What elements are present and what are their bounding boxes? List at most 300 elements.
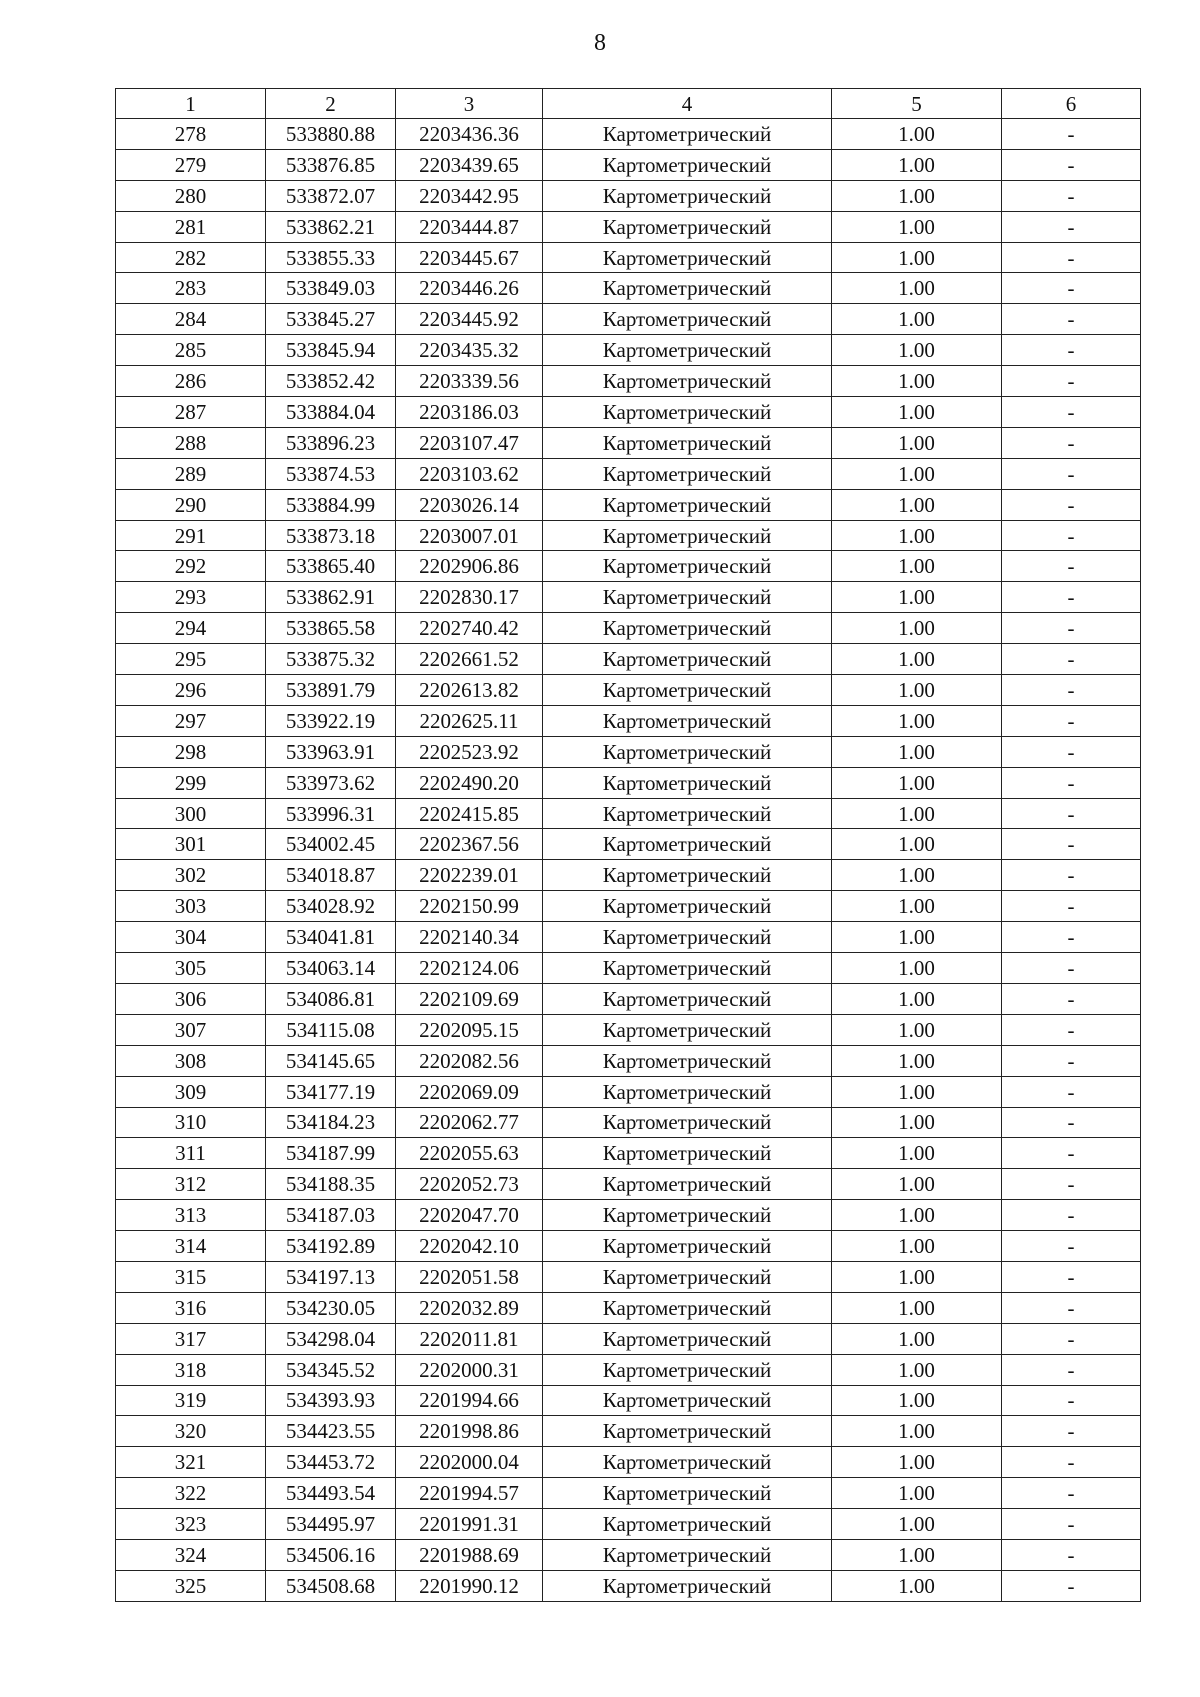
table-row	[116, 891, 1141, 922]
y-coordinate-cell: 2202367.56	[396, 829, 543, 860]
table-row	[116, 1539, 1141, 1570]
table-row	[116, 1231, 1141, 1262]
description-cell: -	[1002, 705, 1141, 736]
point-number-cell: 282	[116, 242, 266, 273]
x-coordinate-cell: 534506.16	[266, 1539, 396, 1570]
method-cell: Картометрический	[543, 335, 832, 366]
accuracy-cell: 1.00	[832, 366, 1002, 397]
table-row	[116, 273, 1141, 304]
accuracy-cell: 1.00	[832, 1509, 1002, 1540]
description-cell: -	[1002, 1014, 1141, 1045]
column-header-3: 3	[396, 89, 543, 119]
accuracy-cell: 1.00	[832, 798, 1002, 829]
point-number-cell: 307	[116, 1014, 266, 1045]
x-coordinate-cell: 534298.04	[266, 1323, 396, 1354]
accuracy-cell: 1.00	[832, 922, 1002, 953]
method-cell: Картометрический	[543, 397, 832, 428]
accuracy-cell: 1.00	[832, 1447, 1002, 1478]
method-cell: Картометрический	[543, 736, 832, 767]
method-cell: Картометрический	[543, 1478, 832, 1509]
y-coordinate-cell: 2203446.26	[396, 273, 543, 304]
y-coordinate-cell: 2203444.87	[396, 211, 543, 242]
table-row	[116, 1478, 1141, 1509]
x-coordinate-cell: 533875.32	[266, 644, 396, 675]
table-row	[116, 675, 1141, 706]
method-cell: Картометрический	[543, 1231, 832, 1262]
point-number-cell: 322	[116, 1478, 266, 1509]
description-cell: -	[1002, 1292, 1141, 1323]
x-coordinate-cell: 533891.79	[266, 675, 396, 706]
accuracy-cell: 1.00	[832, 1354, 1002, 1385]
point-number-cell: 323	[116, 1509, 266, 1540]
description-cell: -	[1002, 1478, 1141, 1509]
point-number-cell: 306	[116, 983, 266, 1014]
description-cell: -	[1002, 953, 1141, 984]
description-cell: -	[1002, 180, 1141, 211]
accuracy-cell: 1.00	[832, 397, 1002, 428]
method-cell: Картометрический	[543, 1323, 832, 1354]
accuracy-cell: 1.00	[832, 180, 1002, 211]
accuracy-cell: 1.00	[832, 1539, 1002, 1570]
method-cell: Картометрический	[543, 1509, 832, 1540]
method-cell: Картометрический	[543, 953, 832, 984]
point-number-cell: 297	[116, 705, 266, 736]
description-cell: -	[1002, 1200, 1141, 1231]
column-header-6: 6	[1002, 89, 1141, 119]
x-coordinate-cell: 534184.23	[266, 1107, 396, 1138]
table-row	[116, 798, 1141, 829]
table-header-row	[116, 89, 1141, 119]
x-coordinate-cell: 534230.05	[266, 1292, 396, 1323]
point-number-cell: 303	[116, 891, 266, 922]
point-number-cell: 309	[116, 1076, 266, 1107]
x-coordinate-cell: 533880.88	[266, 119, 396, 150]
point-number-cell: 301	[116, 829, 266, 860]
description-cell: -	[1002, 1570, 1141, 1601]
table-row	[116, 335, 1141, 366]
y-coordinate-cell: 2203103.62	[396, 458, 543, 489]
description-cell: -	[1002, 860, 1141, 891]
y-coordinate-cell: 2202095.15	[396, 1014, 543, 1045]
point-number-cell: 304	[116, 922, 266, 953]
x-coordinate-cell: 533884.04	[266, 397, 396, 428]
x-coordinate-cell: 534493.54	[266, 1478, 396, 1509]
point-number-cell: 286	[116, 366, 266, 397]
accuracy-cell: 1.00	[832, 1107, 1002, 1138]
x-coordinate-cell: 534018.87	[266, 860, 396, 891]
point-number-cell: 308	[116, 1045, 266, 1076]
method-cell: Картометрический	[543, 180, 832, 211]
table-row	[116, 242, 1141, 273]
accuracy-cell: 1.00	[832, 1014, 1002, 1045]
point-number-cell: 320	[116, 1416, 266, 1447]
table-row	[116, 1323, 1141, 1354]
y-coordinate-cell: 2202011.81	[396, 1323, 543, 1354]
x-coordinate-cell: 534115.08	[266, 1014, 396, 1045]
x-coordinate-cell: 533973.62	[266, 767, 396, 798]
point-number-cell: 284	[116, 304, 266, 335]
method-cell: Картометрический	[543, 1416, 832, 1447]
table-row	[116, 1014, 1141, 1045]
point-number-cell: 280	[116, 180, 266, 211]
description-cell: -	[1002, 273, 1141, 304]
accuracy-cell: 1.00	[832, 983, 1002, 1014]
table-row	[116, 520, 1141, 551]
y-coordinate-cell: 2203026.14	[396, 489, 543, 520]
accuracy-cell: 1.00	[832, 1076, 1002, 1107]
point-number-cell: 293	[116, 582, 266, 613]
description-cell: -	[1002, 458, 1141, 489]
table-row	[116, 366, 1141, 397]
method-cell: Картометрический	[543, 983, 832, 1014]
y-coordinate-cell: 2202490.20	[396, 767, 543, 798]
x-coordinate-cell: 533963.91	[266, 736, 396, 767]
table-row	[116, 1354, 1141, 1385]
point-number-cell: 296	[116, 675, 266, 706]
x-coordinate-cell: 534495.97	[266, 1509, 396, 1540]
x-coordinate-cell: 533855.33	[266, 242, 396, 273]
table-row	[116, 1292, 1141, 1323]
method-cell: Картометрический	[543, 149, 832, 180]
table-row	[116, 983, 1141, 1014]
x-coordinate-cell: 534086.81	[266, 983, 396, 1014]
accuracy-cell: 1.00	[832, 489, 1002, 520]
x-coordinate-cell: 533862.21	[266, 211, 396, 242]
accuracy-cell: 1.00	[832, 860, 1002, 891]
y-coordinate-cell: 2202415.85	[396, 798, 543, 829]
y-coordinate-cell: 2203186.03	[396, 397, 543, 428]
accuracy-cell: 1.00	[832, 1045, 1002, 1076]
method-cell: Картометрический	[543, 922, 832, 953]
x-coordinate-cell: 534187.03	[266, 1200, 396, 1231]
accuracy-cell: 1.00	[832, 1261, 1002, 1292]
accuracy-cell: 1.00	[832, 335, 1002, 366]
y-coordinate-cell: 2202032.89	[396, 1292, 543, 1323]
point-number-cell: 305	[116, 953, 266, 984]
description-cell: -	[1002, 335, 1141, 366]
table-row	[116, 397, 1141, 428]
accuracy-cell: 1.00	[832, 1416, 1002, 1447]
y-coordinate-cell: 2201994.66	[396, 1385, 543, 1416]
table-row	[116, 1045, 1141, 1076]
accuracy-cell: 1.00	[832, 891, 1002, 922]
x-coordinate-cell: 533896.23	[266, 427, 396, 458]
point-number-cell: 288	[116, 427, 266, 458]
table-row	[116, 953, 1141, 984]
y-coordinate-cell: 2203445.92	[396, 304, 543, 335]
y-coordinate-cell: 2202082.56	[396, 1045, 543, 1076]
point-number-cell: 287	[116, 397, 266, 428]
y-coordinate-cell: 2202062.77	[396, 1107, 543, 1138]
table-row	[116, 1509, 1141, 1540]
y-coordinate-cell: 2203339.56	[396, 366, 543, 397]
description-cell: -	[1002, 1385, 1141, 1416]
y-coordinate-cell: 2202000.04	[396, 1447, 543, 1478]
y-coordinate-cell: 2202042.10	[396, 1231, 543, 1262]
table-row	[116, 1261, 1141, 1292]
method-cell: Картометрический	[543, 767, 832, 798]
description-cell: -	[1002, 242, 1141, 273]
x-coordinate-cell: 533845.27	[266, 304, 396, 335]
point-number-cell: 292	[116, 551, 266, 582]
x-coordinate-cell: 533865.40	[266, 551, 396, 582]
point-number-cell: 289	[116, 458, 266, 489]
y-coordinate-cell: 2203107.47	[396, 427, 543, 458]
table-row	[116, 1447, 1141, 1478]
accuracy-cell: 1.00	[832, 705, 1002, 736]
table-row	[116, 860, 1141, 891]
accuracy-cell: 1.00	[832, 1478, 1002, 1509]
accuracy-cell: 1.00	[832, 119, 1002, 150]
description-cell: -	[1002, 1169, 1141, 1200]
y-coordinate-cell: 2203439.65	[396, 149, 543, 180]
method-cell: Картометрический	[543, 829, 832, 860]
y-coordinate-cell: 2202055.63	[396, 1138, 543, 1169]
y-coordinate-cell: 2202830.17	[396, 582, 543, 613]
x-coordinate-cell: 533862.91	[266, 582, 396, 613]
table-row	[116, 705, 1141, 736]
method-cell: Картометрический	[543, 1539, 832, 1570]
accuracy-cell: 1.00	[832, 304, 1002, 335]
y-coordinate-cell: 2202124.06	[396, 953, 543, 984]
point-number-cell: 291	[116, 520, 266, 551]
method-cell: Картометрический	[543, 582, 832, 613]
x-coordinate-cell: 534188.35	[266, 1169, 396, 1200]
point-number-cell: 313	[116, 1200, 266, 1231]
point-number-cell: 302	[116, 860, 266, 891]
method-cell: Картометрический	[543, 520, 832, 551]
accuracy-cell: 1.00	[832, 1323, 1002, 1354]
method-cell: Картометрический	[543, 273, 832, 304]
point-number-cell: 298	[116, 736, 266, 767]
description-cell: -	[1002, 149, 1141, 180]
y-coordinate-cell: 2202140.34	[396, 922, 543, 953]
x-coordinate-cell: 534197.13	[266, 1261, 396, 1292]
description-cell: -	[1002, 891, 1141, 922]
method-cell: Картометрический	[543, 551, 832, 582]
y-coordinate-cell: 2202239.01	[396, 860, 543, 891]
method-cell: Картометрический	[543, 489, 832, 520]
description-cell: -	[1002, 922, 1141, 953]
column-header-5: 5	[832, 89, 1002, 119]
description-cell: -	[1002, 1354, 1141, 1385]
x-coordinate-cell: 534063.14	[266, 953, 396, 984]
page-number: 8	[594, 30, 606, 56]
y-coordinate-cell: 2202906.86	[396, 551, 543, 582]
point-number-cell: 319	[116, 1385, 266, 1416]
method-cell: Картометрический	[543, 1292, 832, 1323]
accuracy-cell: 1.00	[832, 211, 1002, 242]
table-row	[116, 1107, 1141, 1138]
y-coordinate-cell: 2202740.42	[396, 613, 543, 644]
x-coordinate-cell: 534508.68	[266, 1570, 396, 1601]
description-cell: -	[1002, 1261, 1141, 1292]
x-coordinate-cell: 533845.94	[266, 335, 396, 366]
accuracy-cell: 1.00	[832, 1570, 1002, 1601]
description-cell: -	[1002, 1076, 1141, 1107]
description-cell: -	[1002, 427, 1141, 458]
accuracy-cell: 1.00	[832, 644, 1002, 675]
table-row	[116, 427, 1141, 458]
method-cell: Картометрический	[543, 304, 832, 335]
accuracy-cell: 1.00	[832, 242, 1002, 273]
x-coordinate-cell: 534041.81	[266, 922, 396, 953]
description-cell: -	[1002, 1539, 1141, 1570]
table-row	[116, 613, 1141, 644]
table-row	[116, 180, 1141, 211]
table-row	[116, 644, 1141, 675]
column-header-2: 2	[266, 89, 396, 119]
point-number-cell: 278	[116, 119, 266, 150]
x-coordinate-cell: 534187.99	[266, 1138, 396, 1169]
y-coordinate-cell: 2202661.52	[396, 644, 543, 675]
point-number-cell: 285	[116, 335, 266, 366]
x-coordinate-cell: 534393.93	[266, 1385, 396, 1416]
method-cell: Картометрический	[543, 119, 832, 150]
accuracy-cell: 1.00	[832, 1231, 1002, 1262]
y-coordinate-cell: 2203435.32	[396, 335, 543, 366]
x-coordinate-cell: 534145.65	[266, 1045, 396, 1076]
description-cell: -	[1002, 304, 1141, 335]
method-cell: Картометрический	[543, 705, 832, 736]
point-number-cell: 312	[116, 1169, 266, 1200]
point-number-cell: 311	[116, 1138, 266, 1169]
description-cell: -	[1002, 1323, 1141, 1354]
column-header-1: 1	[116, 89, 266, 119]
y-coordinate-cell: 2202613.82	[396, 675, 543, 706]
y-coordinate-cell: 2203442.95	[396, 180, 543, 211]
description-cell: -	[1002, 1231, 1141, 1262]
y-coordinate-cell: 2202047.70	[396, 1200, 543, 1231]
method-cell: Картометрический	[543, 1045, 832, 1076]
table-row	[116, 1385, 1141, 1416]
table-row	[116, 1200, 1141, 1231]
method-cell: Картометрический	[543, 1354, 832, 1385]
description-cell: -	[1002, 520, 1141, 551]
description-cell: -	[1002, 644, 1141, 675]
x-coordinate-cell: 533852.42	[266, 366, 396, 397]
table-row	[116, 1416, 1141, 1447]
point-number-cell: 294	[116, 613, 266, 644]
accuracy-cell: 1.00	[832, 458, 1002, 489]
table-row	[116, 211, 1141, 242]
description-cell: -	[1002, 1045, 1141, 1076]
accuracy-cell: 1.00	[832, 1138, 1002, 1169]
method-cell: Картометрический	[543, 1107, 832, 1138]
y-coordinate-cell: 2202069.09	[396, 1076, 543, 1107]
table-row	[116, 922, 1141, 953]
x-coordinate-cell: 534002.45	[266, 829, 396, 860]
accuracy-cell: 1.00	[832, 1200, 1002, 1231]
accuracy-cell: 1.00	[832, 736, 1002, 767]
description-cell: -	[1002, 675, 1141, 706]
table-row	[116, 458, 1141, 489]
table-body	[116, 119, 1141, 1602]
x-coordinate-cell: 534423.55	[266, 1416, 396, 1447]
accuracy-cell: 1.00	[832, 551, 1002, 582]
point-number-cell: 317	[116, 1323, 266, 1354]
accuracy-cell: 1.00	[832, 829, 1002, 860]
description-cell: -	[1002, 983, 1141, 1014]
method-cell: Картометрический	[543, 1447, 832, 1478]
accuracy-cell: 1.00	[832, 1292, 1002, 1323]
method-cell: Картометрический	[543, 798, 832, 829]
description-cell: -	[1002, 767, 1141, 798]
table-row	[116, 119, 1141, 150]
method-cell: Картометрический	[543, 1169, 832, 1200]
point-number-cell: 318	[116, 1354, 266, 1385]
accuracy-cell: 1.00	[832, 520, 1002, 551]
point-number-cell: 279	[116, 149, 266, 180]
point-number-cell: 314	[116, 1231, 266, 1262]
accuracy-cell: 1.00	[832, 1169, 1002, 1200]
x-coordinate-cell: 533996.31	[266, 798, 396, 829]
accuracy-cell: 1.00	[832, 675, 1002, 706]
y-coordinate-cell: 2202051.58	[396, 1261, 543, 1292]
table-row	[116, 582, 1141, 613]
point-number-cell: 299	[116, 767, 266, 798]
x-coordinate-cell: 533884.99	[266, 489, 396, 520]
point-number-cell: 283	[116, 273, 266, 304]
method-cell: Картометрический	[543, 458, 832, 489]
table-row	[116, 489, 1141, 520]
description-cell: -	[1002, 119, 1141, 150]
description-cell: -	[1002, 1138, 1141, 1169]
y-coordinate-cell: 2202052.73	[396, 1169, 543, 1200]
description-cell: -	[1002, 489, 1141, 520]
accuracy-cell: 1.00	[832, 953, 1002, 984]
table-row	[116, 551, 1141, 582]
description-cell: -	[1002, 1509, 1141, 1540]
y-coordinate-cell: 2203007.01	[396, 520, 543, 551]
x-coordinate-cell: 533872.07	[266, 180, 396, 211]
point-number-cell: 321	[116, 1447, 266, 1478]
method-cell: Картометрический	[543, 613, 832, 644]
method-cell: Картометрический	[543, 1385, 832, 1416]
coordinates-table	[115, 88, 1141, 1602]
table-row	[116, 1076, 1141, 1107]
description-cell: -	[1002, 829, 1141, 860]
y-coordinate-cell: 2203445.67	[396, 242, 543, 273]
x-coordinate-cell: 533922.19	[266, 705, 396, 736]
x-coordinate-cell: 534345.52	[266, 1354, 396, 1385]
point-number-cell: 315	[116, 1261, 266, 1292]
accuracy-cell: 1.00	[832, 767, 1002, 798]
y-coordinate-cell: 2201990.12	[396, 1570, 543, 1601]
point-number-cell: 290	[116, 489, 266, 520]
x-coordinate-cell: 533873.18	[266, 520, 396, 551]
method-cell: Картометрический	[543, 1076, 832, 1107]
point-number-cell: 295	[116, 644, 266, 675]
point-number-cell: 300	[116, 798, 266, 829]
method-cell: Картометрический	[543, 1014, 832, 1045]
description-cell: -	[1002, 736, 1141, 767]
accuracy-cell: 1.00	[832, 149, 1002, 180]
description-cell: -	[1002, 551, 1141, 582]
accuracy-cell: 1.00	[832, 582, 1002, 613]
y-coordinate-cell: 2202523.92	[396, 736, 543, 767]
method-cell: Картометрический	[543, 1200, 832, 1231]
table-row	[116, 1138, 1141, 1169]
table-row	[116, 149, 1141, 180]
x-coordinate-cell: 534192.89	[266, 1231, 396, 1262]
accuracy-cell: 1.00	[832, 273, 1002, 304]
x-coordinate-cell: 534453.72	[266, 1447, 396, 1478]
table-row	[116, 736, 1141, 767]
y-coordinate-cell: 2201988.69	[396, 1539, 543, 1570]
x-coordinate-cell: 533876.85	[266, 149, 396, 180]
method-cell: Картометрический	[543, 860, 832, 891]
